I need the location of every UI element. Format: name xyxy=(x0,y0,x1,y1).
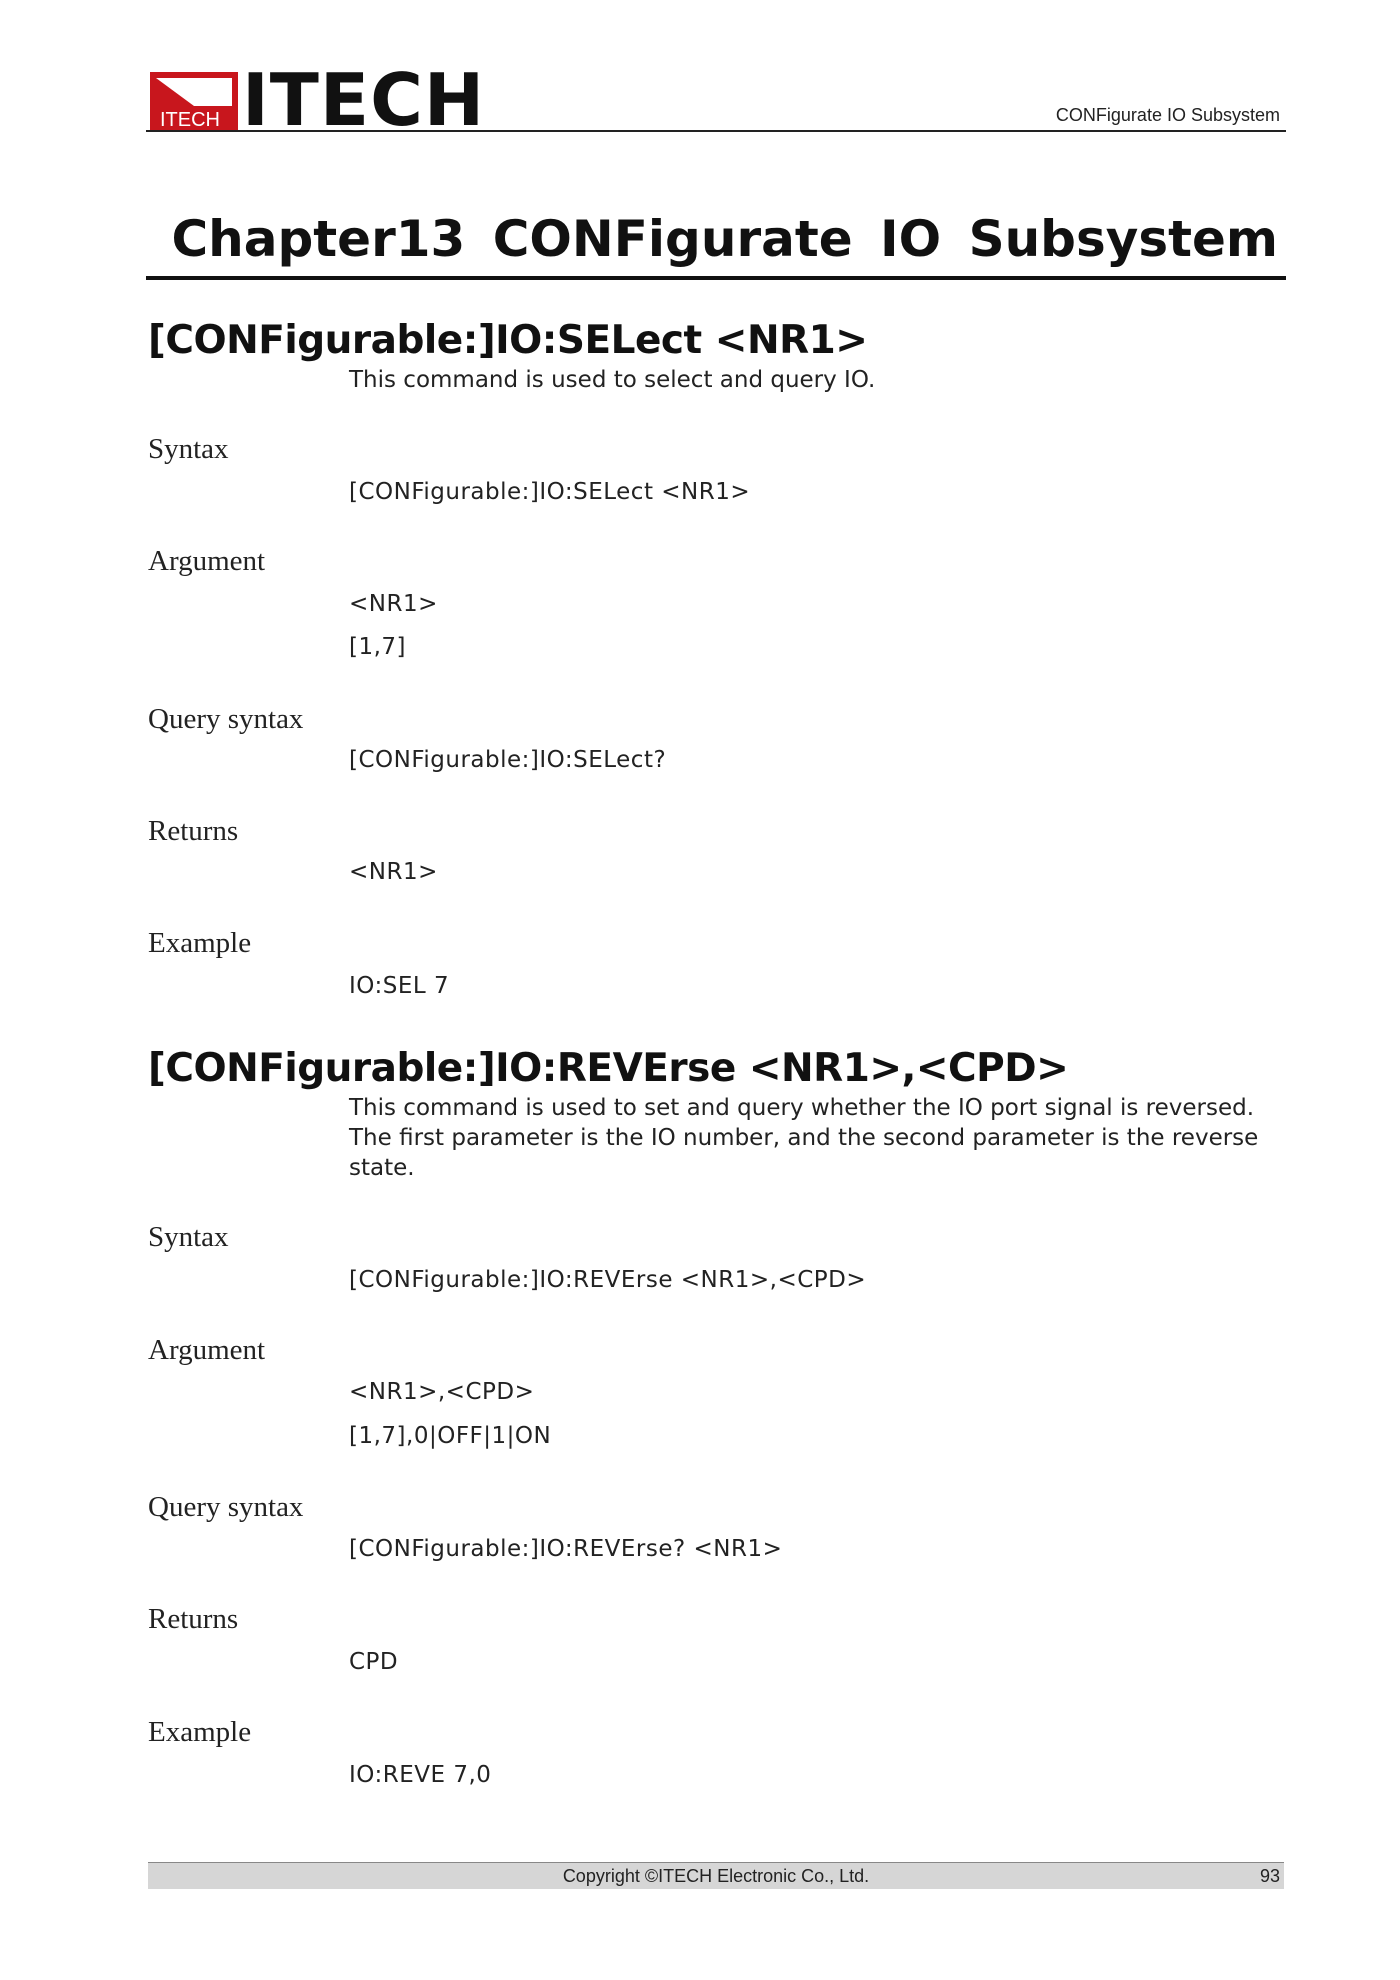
chapter-title-block xyxy=(146,206,1286,280)
footer-copyright: Copyright ©ITECH Electronic Co., Ltd. xyxy=(562,1866,870,1886)
query-syntax-value: [CONFigurable:]IO:SELect? xyxy=(349,747,667,773)
command-description-select: This command is used to select and query IO. xyxy=(349,367,876,393)
svg-text:ITECH: ITECH xyxy=(160,109,220,130)
returns-value: CPD xyxy=(349,1649,399,1675)
query-syntax-label: Query syntax xyxy=(148,1491,304,1523)
description-line: state. xyxy=(349,1155,415,1181)
syntax-value: [CONFigurable:]IO:SELect <NR1> xyxy=(349,479,751,505)
command-heading-reverse: [CONFigurable:]IO:REVErse <NR1>,<CPD> xyxy=(148,1046,1069,1091)
example-label: Example xyxy=(148,927,252,959)
syntax-label: Syntax xyxy=(148,1221,229,1253)
argument-type: <NR1> xyxy=(349,591,438,617)
itech-logo-wordmark: ITECH xyxy=(242,58,486,142)
command-description-reverse xyxy=(349,1093,1269,1183)
argument-type: <NR1>,<CPD> xyxy=(349,1379,535,1405)
returns-label: Returns xyxy=(148,1603,239,1635)
argument-label: Argument xyxy=(148,545,266,577)
chapter-title: Chapter13 CONFigurate IO Subsystem xyxy=(171,210,1278,268)
argument-range: [1,7],0|OFF|1|ON xyxy=(349,1423,552,1449)
itech-logo-mark xyxy=(150,72,238,130)
argument-range: [1,7] xyxy=(349,634,407,660)
example-value: IO:REVE 7,0 xyxy=(349,1762,492,1788)
query-syntax-label: Query syntax xyxy=(148,703,304,735)
page-header xyxy=(146,58,1286,142)
itech-logo xyxy=(150,58,486,142)
syntax-value: [CONFigurable:]IO:REVErse <NR1>,<CPD> xyxy=(349,1267,867,1293)
example-value: IO:SEL 7 xyxy=(349,973,450,999)
header-section-title: CONFigurate IO Subsystem xyxy=(1055,105,1280,125)
page-footer xyxy=(148,1862,1284,1889)
syntax-label: Syntax xyxy=(148,433,229,465)
description-line: The first parameter is the IO number, and the second parameter is the reverse xyxy=(349,1125,1259,1151)
page-number: 93 xyxy=(1259,1866,1280,1886)
returns-value: <NR1> xyxy=(349,859,438,885)
query-syntax-value: [CONFigurable:]IO:REVErse? <NR1> xyxy=(349,1536,783,1562)
example-label: Example xyxy=(148,1716,252,1748)
argument-label: Argument xyxy=(148,1334,266,1366)
description-line: This command is used to set and query whether the IO port signal is reversed. xyxy=(349,1095,1255,1121)
command-heading-select: [CONFigurable:]IO:SELect <NR1> xyxy=(148,318,868,363)
returns-label: Returns xyxy=(148,815,239,847)
